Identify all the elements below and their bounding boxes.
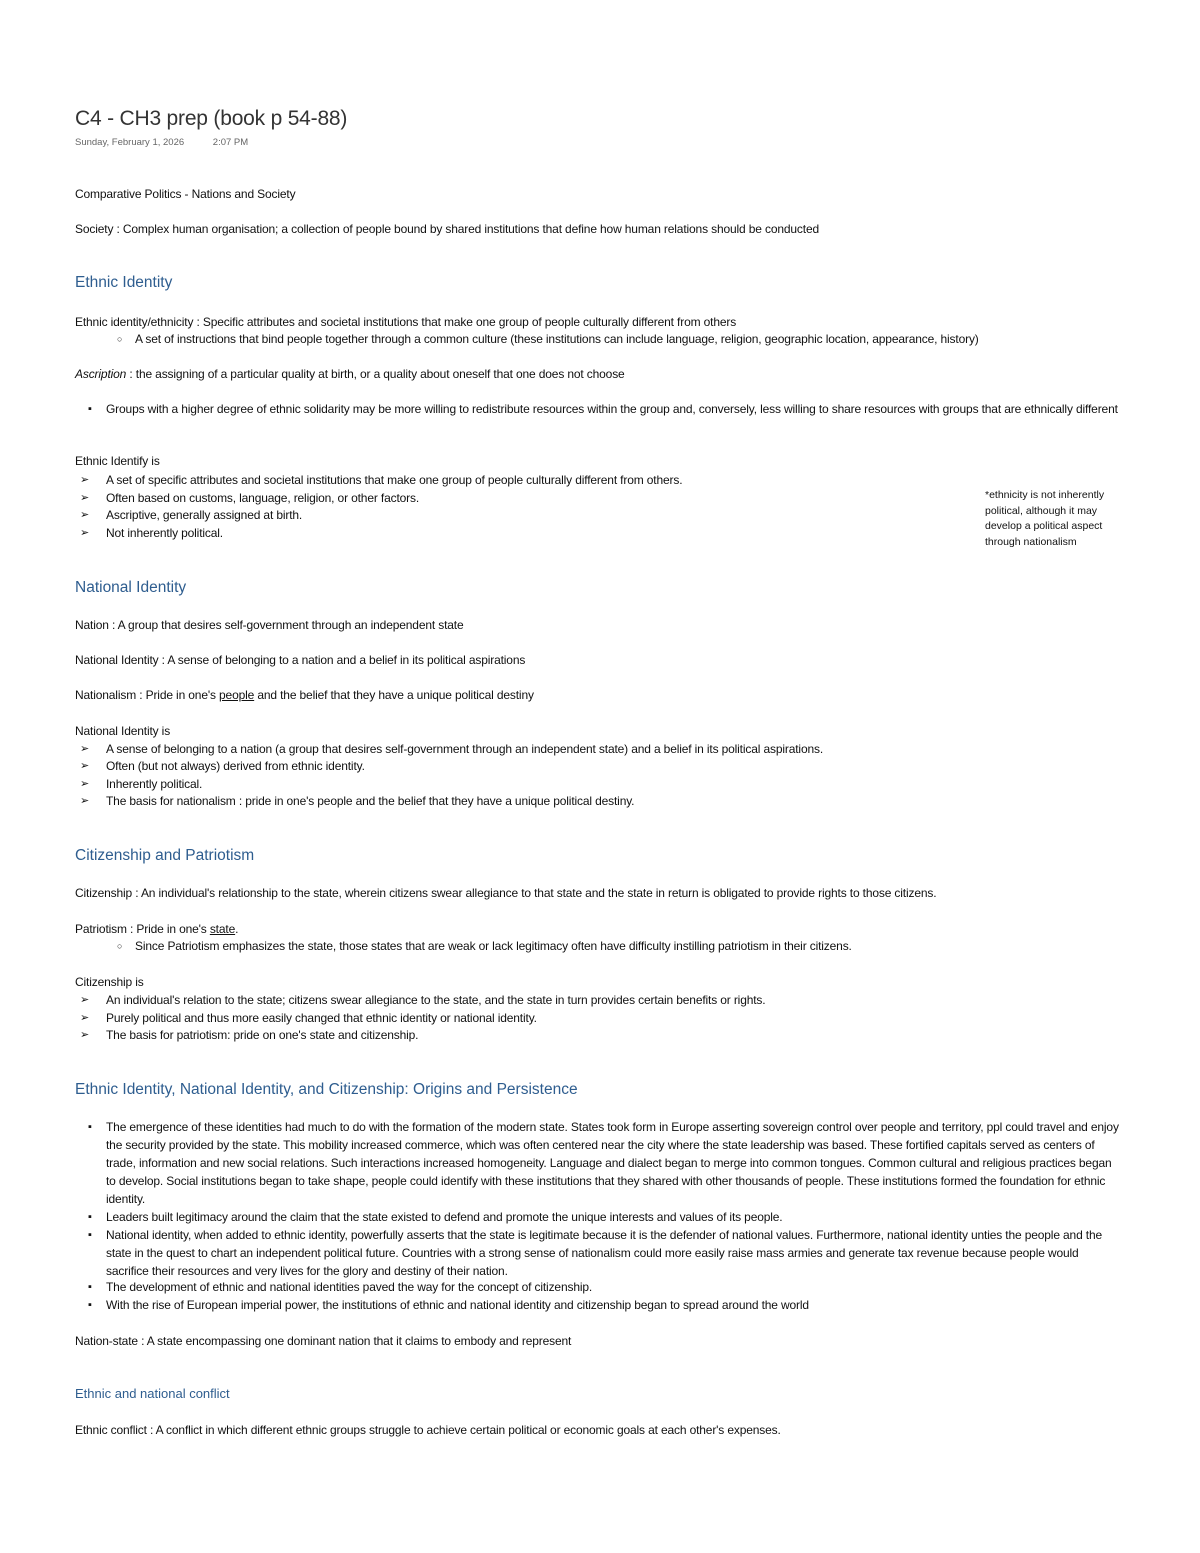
ethnic-is-item: ➢ Often based on customs, language, religion, or other factors.	[106, 489, 419, 507]
solidarity-bullet: ▪ Groups with a higher degree of ethnic solidarity may be more willing to redistribute resources within the group and, conversely, less willing to share resources with groups that are ethnically different	[106, 400, 1121, 418]
side-note: *ethnicity is not inherently political, although it may develop a political aspect through nationalism	[985, 489, 1105, 548]
patriotism-sub-bullet: ○ Since Patriotism emphasizes the state, those states that are weak or lack legitimacy often have difficulty instilling patriotism in their citizens.	[135, 937, 852, 955]
page-meta	[75, 137, 274, 148]
ethnicity-definition: Ethnic identity/ethnicity : Specific attributes and societal institutions that make one group of people culturally different from others	[75, 315, 737, 329]
national-identity-heading: National Identity	[75, 579, 187, 596]
ethnicity-sub-bullet: ○ A set of instructions that bind people together through a common culture (these institutions can include language, religion, geographic location, appearance, history)	[135, 330, 979, 348]
national-is-item: ➢ A sense of belonging to a nation (a group that desires self-government through an independent state) and a belief in its political aspirations.	[106, 740, 823, 758]
origins-bullet: ▪ The development of ethnic and national identities paved the way for the concept of citizenship.	[106, 1278, 1122, 1296]
national-identity-definition: National Identity : A sense of belonging to a nation and a belief in its political aspirations	[75, 653, 526, 667]
national-is-item: ➢ Inherently political.	[106, 775, 202, 793]
page-time: 2:07 PM	[212, 137, 249, 148]
nation-state-definition: Nation-state : A state encompassing one dominant nation that it claims to embody and represent	[75, 1334, 572, 1348]
citizenship-definition: Citizenship : An individual's relationship to the state, wherein citizens swear allegiance to that state and the state in return is obligated to provide rights to those citizens.	[75, 886, 937, 900]
citizenship-is-item: ➢ Purely political and thus more easily changed that ethnic identity or national identity.	[106, 1009, 537, 1027]
nation-definition: Nation : A group that desires self-government through an independent state	[75, 618, 464, 632]
conflict-heading: Ethnic and national conflict	[75, 1386, 230, 1401]
origins-bullet: ▪ Leaders built legitimacy around the claim that the state existed to defend and promote the unique interests and values of its people.	[106, 1208, 1122, 1226]
society-term: Society :	[75, 222, 120, 236]
citizenship-is-item: ➢ An individual's relation to the state; citizens swear allegiance to the state, and the state in turn provides certain benefits or rights.	[106, 991, 765, 1009]
ethnic-is-item: ➢ Ascriptive, generally assigned at birth.	[106, 506, 302, 524]
citizenship-is-item: ➢ The basis for patriotism: pride on one's state and citizenship.	[106, 1026, 418, 1044]
citizenship-heading: Citizenship and Patriotism	[75, 847, 255, 864]
page-date: Sunday, February 1, 2026	[75, 137, 185, 148]
citizenship-is-heading: Citizenship is	[75, 975, 144, 989]
intro-heading: Comparative Politics - Nations and Society	[75, 187, 296, 201]
ethnic-identity-heading: Ethnic Identity	[75, 274, 173, 291]
ethnic-is-item: ➢ A set of specific attributes and societal institutions that make one group of people culturally different from others.	[106, 471, 682, 489]
national-is-item: ➢ The basis for nationalism : pride in one's people and the belief that they have a unique political destiny.	[106, 792, 634, 810]
patriotism-definition: Patriotism : Pride in one's state.	[75, 922, 239, 936]
national-is-heading: National Identity is	[75, 724, 171, 738]
society-definition: Society : Complex human organisation; a collection of people bound by shared institutions that define how human relations should be conducted	[75, 222, 820, 236]
ethnic-is-heading: Ethnic Identify is	[75, 454, 160, 468]
ethnic-conflict-definition: Ethnic conflict : A conflict in which different ethnic groups struggle to achieve certain political or economic goals at each other's expenses.	[75, 1423, 781, 1437]
origins-bullet: ▪ With the rise of European imperial power, the institutions of ethnic and national identity and citizenship began to spread around the world	[106, 1296, 1122, 1314]
origins-heading: Ethnic Identity, National Identity, and Citizenship: Origins and Persistence	[75, 1081, 578, 1098]
page-title: C4 - CH3 prep (book p 54-88)	[75, 107, 348, 130]
origins-bullet: ▪ The emergence of these identities had much to do with the formation of the modern state. States took form in Europe asserting sovereign control over people and territory, ppl could travel and enjoy the security provided by the state. This mobility increased commerce, which was often centered near the city where the state leadership was based. These fortified capitals served as centers of trade, information and new social relations. Such interactions increased homogeneity. Language and dialect began to merge into common tongues. Common cultural and religious practices began to develop. Social institutions began to take shape, people could identify with these institutions that they shared with other thousands of people. These institutions formed the foundation for ethnic identity.	[106, 1118, 1122, 1208]
national-is-item: ➢ Often (but not always) derived from ethnic identity.	[106, 757, 365, 775]
origins-bullet: ▪ National identity, when added to ethnic identity, powerfully asserts that the state is legitimate because it is the defender of national values. Furthermore, national identity unties the people and the state in the quest to chart an independent political future. Countries with a strong sense of nationalism could more easily raise mass armies and generate tax revenue because people would sacrifice their resources and very lives for the glory and destiny of their nation.	[106, 1226, 1122, 1280]
ethnic-is-item: ➢ Not inherently political.	[106, 524, 223, 542]
nationalism-definition: Nationalism : Pride in one's people and the belief that they have a unique political destiny	[75, 688, 534, 702]
ascription-definition: Ascription : the assigning of a particular quality at birth, or a quality about oneself that one does not choose	[75, 367, 625, 381]
